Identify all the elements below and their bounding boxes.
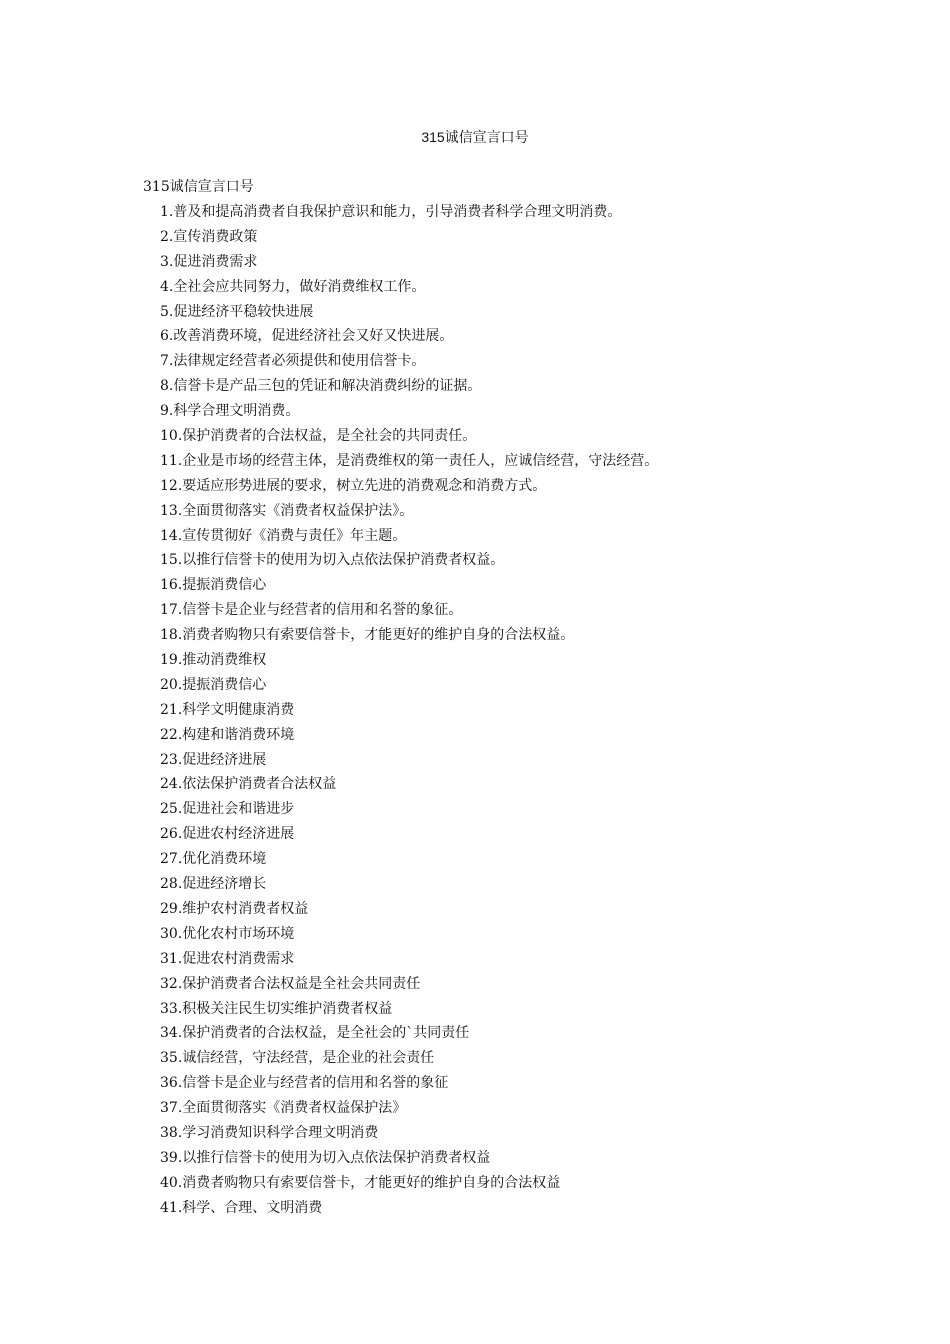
slogan-item: 26.促进农村经济进展 <box>160 826 295 843</box>
slogan-item: 24.依法保护消费者合法权益 <box>160 776 337 793</box>
slogan-item: 27.优化消费环境 <box>160 851 267 868</box>
slogan-item: 7.法律规定经营者必须提供和使用信誉卡。 <box>160 353 426 370</box>
slogan-item: 23.促进经济进展 <box>160 751 267 768</box>
slogan-item: 38.学习消费知识科学合理文明消费 <box>160 1124 379 1141</box>
slogan-item: 12.要适应形势进展的要求，树立先进的消费观念和消费方式。 <box>160 477 547 494</box>
slogan-item: 16.提振消费信心 <box>160 577 267 594</box>
slogan-item: 1.普及和提高消费者自我保护意识和能力，引导消费者科学合理文明消费。 <box>160 204 622 220</box>
slogan-item: 29.维护农村消费者权益 <box>160 900 309 917</box>
slogan-list <box>160 202 658 1223</box>
slogan-item: 9.科学合理文明消费。 <box>160 403 300 420</box>
slogan-item: 10.保护消费者的合法权益，是全社会的共同责任。 <box>160 428 477 445</box>
slogan-item: 5.促进经济平稳较快进展 <box>160 303 314 320</box>
slogan-item: 25.促进社会和谐进步 <box>160 801 295 818</box>
slogan-item: 35.诚信经营，守法经营，是企业的社会责任 <box>160 1050 435 1067</box>
slogan-item: 39.以推行信誉卡的使用为切入点依法保护消费者权益 <box>160 1149 491 1166</box>
slogan-item: 41.科学、合理、文明消费 <box>160 1199 323 1216</box>
slogan-item: 4.全社会应共同努力，做好消费维权工作。 <box>160 278 426 295</box>
slogan-item: 20.提振消费信心 <box>160 676 267 693</box>
slogan-item: 19.推动消费维权 <box>160 652 267 669</box>
slogan-item: 2.宣传消费政策 <box>160 228 258 245</box>
slogan-item: 34.保护消费者的合法权益，是全社会的`共同责任 <box>160 1025 470 1042</box>
document-title: 315诚信宣言口号 <box>421 129 529 145</box>
slogan-item: 18.消费者购物只有索要信誉卡，才能更好的维护自身的合法权益。 <box>160 627 575 644</box>
slogan-item: 6.改善消费环境，促进经济社会又好又快进展。 <box>160 328 454 345</box>
slogan-item: 36.信誉卡是企业与经营者的信用和名誉的象征 <box>160 1075 449 1092</box>
slogan-item: 17.信誉卡是企业与经营者的信用和名誉的象征。 <box>160 602 463 619</box>
slogan-item: 22.构建和谐消费环境 <box>160 726 295 743</box>
slogan-item: 3.促进消费需求 <box>160 253 258 270</box>
slogan-item: 31.促进农村消费需求 <box>160 950 295 967</box>
slogan-item: 13.全面贯彻落实《消费者权益保护法》。 <box>160 502 414 519</box>
slogan-item: 33.积极关注民生切实维护消费者权益 <box>160 1000 393 1017</box>
slogan-item: 21.科学文明健康消费 <box>160 701 295 718</box>
slogan-item: 32.保护消费者合法权益是全社会共同责任 <box>160 975 421 992</box>
slogan-item: 8.信誉卡是产品三包的凭证和解决消费纠纷的证据。 <box>160 378 482 395</box>
slogan-item: 30.优化农村市场环境 <box>160 925 295 942</box>
slogan-item: 40.消费者购物只有索要信誉卡，才能更好的维护自身的合法权益 <box>160 1174 561 1191</box>
document-subtitle: 315诚信宣言口号 <box>143 179 254 195</box>
slogan-item: 28.促进经济增长 <box>160 876 267 893</box>
slogan-item: 11.企业是市场的经营主体，是消费维权的第一责任人，应诚信经营，守法经营。 <box>160 452 659 469</box>
slogan-item: 14.宣传贯彻好《消费与责任》年主题。 <box>160 527 407 544</box>
slogan-item: 37.全面贯彻落实《消费者权益保护法》 <box>160 1100 407 1117</box>
slogan-item: 15.以推行信誉卡的使用为切入点依法保护消费者权益。 <box>160 552 505 569</box>
